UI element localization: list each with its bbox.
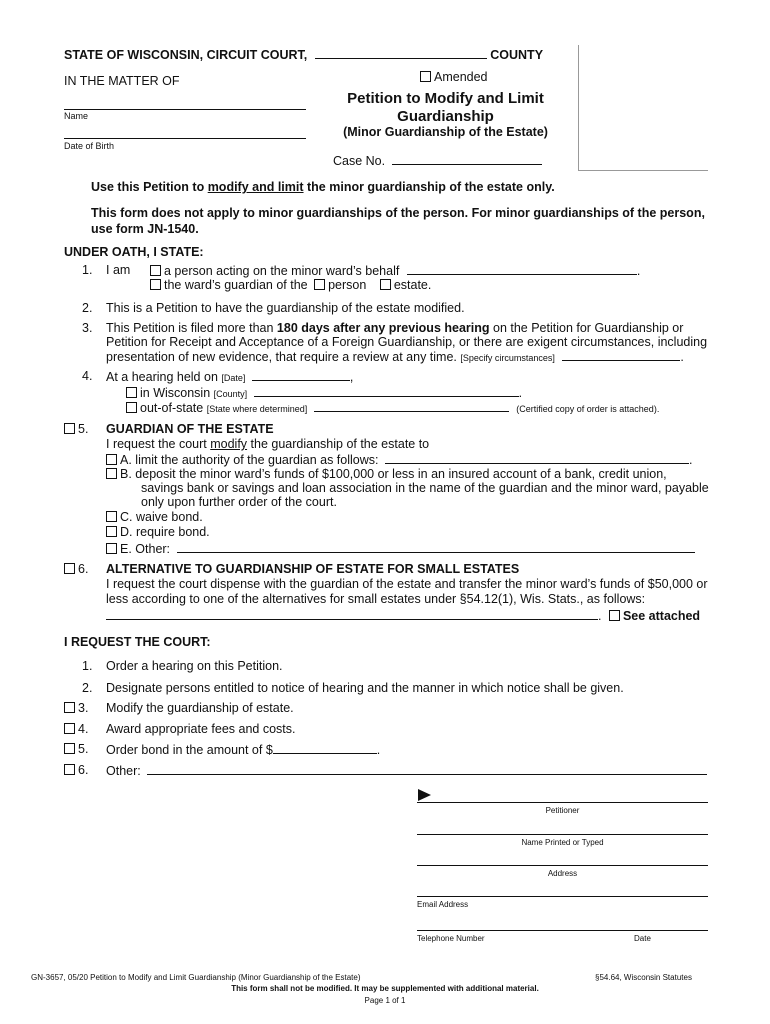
see-attached-checkbox[interactable] xyxy=(609,610,620,621)
option-a-input[interactable] xyxy=(385,452,689,464)
item2-text: This is a Petition to have the guardianship of the estate modified. xyxy=(106,301,465,315)
request-5-checkbox[interactable] xyxy=(64,743,75,754)
item3-text-line3: presentation of new evidence, that require a review at any time. xyxy=(106,350,457,364)
section5-intro-b: the guardianship of the estate to xyxy=(247,437,430,451)
option-a-text: limit the authority of the guardian as follows: xyxy=(135,453,379,467)
request-item-1: Order a hearing on this Petition. xyxy=(106,659,283,673)
request-item-6 xyxy=(106,763,707,778)
out-of-state-checkbox[interactable] xyxy=(126,402,137,413)
certified-copy-note: (Certified copy of order is attached). xyxy=(516,404,660,414)
section6-num: 6. xyxy=(78,562,89,576)
request-item-4: Award appropriate fees and costs. xyxy=(106,722,296,736)
request-3-checkbox[interactable] xyxy=(64,702,75,713)
section5-intro-modify: modify xyxy=(210,437,248,451)
behalf-input[interactable] xyxy=(407,263,637,275)
name-printed-label: Name Printed or Typed xyxy=(521,838,604,847)
request-item-3: Modify the guardianship of estate. xyxy=(106,701,294,715)
name-printed-line[interactable] xyxy=(417,834,708,835)
hearing-county-input[interactable] xyxy=(254,385,519,397)
item4-num: 4. xyxy=(82,369,93,383)
option-e-letter: E. xyxy=(120,542,132,556)
item1-num: 1. xyxy=(82,263,93,277)
option-e[interactable] xyxy=(106,541,695,556)
request-6-checkbox[interactable] xyxy=(64,764,75,775)
option-a-letter: A. xyxy=(120,453,132,467)
amended-label: Amended xyxy=(434,70,488,84)
estate-checkbox[interactable] xyxy=(380,279,391,290)
court-heading xyxy=(64,47,543,62)
estate-label: estate. xyxy=(393,278,432,292)
option-b-checkbox[interactable] xyxy=(106,468,117,479)
form-subtitle: (Minor Guardianship of the Estate) xyxy=(343,125,548,139)
sign-here-arrow-icon xyxy=(418,789,431,801)
request-heading: I REQUEST THE COURT: xyxy=(64,635,211,649)
case-no-input[interactable] xyxy=(392,153,542,165)
dob-label: Date of Birth xyxy=(64,141,115,151)
request-item-3-num: 3. xyxy=(78,701,89,715)
page-number: Page 1 of 1 xyxy=(364,996,406,1005)
option-c-checkbox[interactable] xyxy=(106,511,117,522)
case-no-label: Case No. xyxy=(333,154,386,168)
section6-checkbox[interactable] xyxy=(64,563,75,574)
behalf-checkbox[interactable] xyxy=(150,265,161,276)
amended-option[interactable] xyxy=(420,70,488,84)
item4-out-of-state[interactable] xyxy=(126,400,659,415)
option-d[interactable] xyxy=(106,525,210,539)
option-b-line-1: deposit the minor ward’s funds of $100,000 or less in an insured account of a bank, credit union, xyxy=(135,467,667,481)
small-estate-input[interactable] xyxy=(106,608,598,620)
request-item-2-num: 2. xyxy=(82,681,93,695)
section5-num: 5. xyxy=(78,422,89,436)
option-b-line-3: only upon further order of the court. xyxy=(141,495,337,509)
hearing-state-input[interactable] xyxy=(314,400,509,412)
section5-heading: GUARDIAN OF THE ESTATE xyxy=(106,422,274,436)
county-hint: [County] xyxy=(213,389,248,399)
item3-line-3: presentation of new evidence, that require a review at any time. [Specify circumstances] . xyxy=(106,350,684,364)
item3-text-c: on the Petition for Guardianship or xyxy=(489,321,684,335)
item3-emphasis: 180 days after any previous hearing xyxy=(276,321,490,335)
address-label: Address xyxy=(547,869,578,878)
dob-input[interactable] xyxy=(64,138,306,139)
request-item-3-check[interactable] xyxy=(64,701,88,715)
case-number xyxy=(333,153,542,168)
wisconsin-checkbox[interactable] xyxy=(126,387,137,398)
section6-line-2: less according to one of the alternatives for small estates under §54.12(1), Wis. Stats., as follows: xyxy=(106,592,646,606)
item1-option-guardian[interactable] xyxy=(150,278,431,292)
item1-iam: I am xyxy=(106,263,131,277)
footer-notice: This form shall not be modified. It may be supplemented with additional material. xyxy=(231,984,539,993)
option-c-letter: C. xyxy=(120,510,133,524)
bond-amount-input[interactable] xyxy=(273,742,377,754)
option-e-input[interactable] xyxy=(177,541,695,553)
address-line[interactable] xyxy=(417,865,708,866)
intro-line-1 xyxy=(91,180,555,194)
option-d-text: require bond. xyxy=(135,525,210,539)
out-of-state-label: out-of-state xyxy=(140,401,204,415)
statute-reference: §54.64, Wisconsin Statutes xyxy=(595,973,692,982)
request-item-5: Order bond in the amount of $ . xyxy=(106,743,381,757)
intro-line-2: This form does not apply to minor guardianships of the person. For minor guardianships of the person, xyxy=(91,206,705,220)
hearing-date-input[interactable] xyxy=(252,369,350,381)
intro-emphasis: modify and limit xyxy=(207,180,304,194)
item4-date-hint: [Date] xyxy=(221,373,246,383)
date-label: Date xyxy=(634,934,651,943)
guardian-label: the ward’s guardian of the xyxy=(164,278,308,292)
email-label: Email Address xyxy=(417,900,469,909)
item3-line-2: Petition for Receipt and Acceptance of a Foreign Guardianship, or there are exigent circumstances, including xyxy=(106,335,708,349)
option-e-text: Other: xyxy=(135,542,171,556)
circumstances-input[interactable] xyxy=(562,349,680,361)
intro-text-a: Use this Petition to xyxy=(91,180,208,194)
option-c-text: waive bond. xyxy=(135,510,203,524)
section5-checkbox[interactable] xyxy=(64,423,75,434)
option-a[interactable]: A. limit the authority of the guardian as follows: . xyxy=(106,452,692,467)
petitioner-label: Petitioner xyxy=(545,806,580,815)
option-e-checkbox[interactable] xyxy=(106,543,117,554)
amended-checkbox[interactable] xyxy=(420,71,431,82)
see-attached-label: See attached xyxy=(622,609,701,623)
state-court-label: STATE OF WISCONSIN, CIRCUIT COURT, xyxy=(64,48,308,62)
other-label: Other: xyxy=(106,764,141,778)
intro-text-b: the minor guardianship of the estate only. xyxy=(303,180,555,194)
person-checkbox[interactable] xyxy=(314,279,325,290)
item3-line-1 xyxy=(106,321,683,335)
bond-amount-label: Order bond in the amount of $ xyxy=(106,743,273,757)
item3-num: 3. xyxy=(82,321,93,335)
section6-check[interactable] xyxy=(64,562,88,576)
item3-specify-hint: [Specify circumstances] xyxy=(460,353,555,363)
option-d-letter: D. xyxy=(120,525,133,539)
section5-check[interactable] xyxy=(64,422,88,436)
guardian-checkbox[interactable] xyxy=(150,279,161,290)
telephone-label: Telephone Number xyxy=(417,934,485,943)
request-4-checkbox[interactable] xyxy=(64,723,75,734)
header-divider-horizontal xyxy=(578,170,708,171)
request-item-4-check[interactable] xyxy=(64,722,88,736)
item3-text-a: This Petition is filed more than xyxy=(106,321,277,335)
wisconsin-label: in Wisconsin xyxy=(140,386,211,400)
option-b-line-2: savings bank or savings and loan association in the name of the guardian and the minor ward, payable xyxy=(141,481,709,495)
county-label: COUNTY xyxy=(490,48,544,62)
form-id: GN-3657, 05/20 Petition to Modify and Limit Guardianship (Minor Guardianship of the Estate) xyxy=(31,973,361,982)
request-item-6-num: 6. xyxy=(78,763,89,777)
item4-line-1: At a hearing held on [Date] , xyxy=(106,370,354,384)
request-item-6-check[interactable] xyxy=(64,763,88,777)
person-label: person xyxy=(328,278,367,292)
item4-text: At a hearing held on xyxy=(106,370,218,384)
option-d-checkbox[interactable] xyxy=(106,526,117,537)
other-input[interactable] xyxy=(147,763,707,775)
header-divider-vertical xyxy=(578,45,579,170)
section5-intro-a: I request the court xyxy=(106,437,211,451)
request-item-4-num: 4. xyxy=(78,722,89,736)
in-matter-of: IN THE MATTER OF xyxy=(64,74,180,88)
name-label: Name xyxy=(64,111,89,121)
county-input[interactable] xyxy=(315,47,487,59)
section6-heading: ALTERNATIVE TO GUARDIANSHIP OF ESTATE FOR SMALL ESTATES xyxy=(106,562,520,576)
oath-heading: UNDER OATH, I STATE: xyxy=(64,245,204,259)
item1-option-behalf[interactable]: a person acting on the minor ward’s behalf . xyxy=(150,263,640,278)
option-b[interactable] xyxy=(106,467,667,481)
title-line-1: Petition to Modify and Limit xyxy=(347,90,544,107)
option-c[interactable] xyxy=(106,510,203,524)
request-item-2: Designate persons entitled to notice of hearing and the manner in which notice shall be given. xyxy=(106,681,624,695)
item4-wisconsin[interactable]: in Wisconsin [County] . xyxy=(126,385,522,400)
title-line-2: Guardianship xyxy=(397,108,494,125)
request-item-1-num: 1. xyxy=(82,659,93,673)
option-b-letter: B. xyxy=(120,467,132,481)
option-a-checkbox[interactable] xyxy=(106,454,117,465)
item2-num: 2. xyxy=(82,301,93,315)
email-line[interactable] xyxy=(417,896,708,897)
state-hint: [State where determined] xyxy=(206,404,308,414)
petitioner-signature-line[interactable] xyxy=(417,802,708,803)
form-title xyxy=(318,90,573,126)
section5-intro xyxy=(106,437,429,451)
telephone-date-line[interactable] xyxy=(417,930,708,931)
section6-line-1: I request the court dispense with the guardian of the estate and transfer the minor ward’s funds of $50,000 or xyxy=(106,577,708,591)
section6-line-3: . See attached xyxy=(106,608,700,623)
name-input[interactable] xyxy=(64,109,306,110)
request-item-5-num: 5. xyxy=(78,742,89,756)
request-item-5-check[interactable] xyxy=(64,742,88,756)
intro-line-3: use form JN-1540. xyxy=(91,222,199,236)
behalf-label: a person acting on the minor ward’s behalf xyxy=(164,264,400,278)
